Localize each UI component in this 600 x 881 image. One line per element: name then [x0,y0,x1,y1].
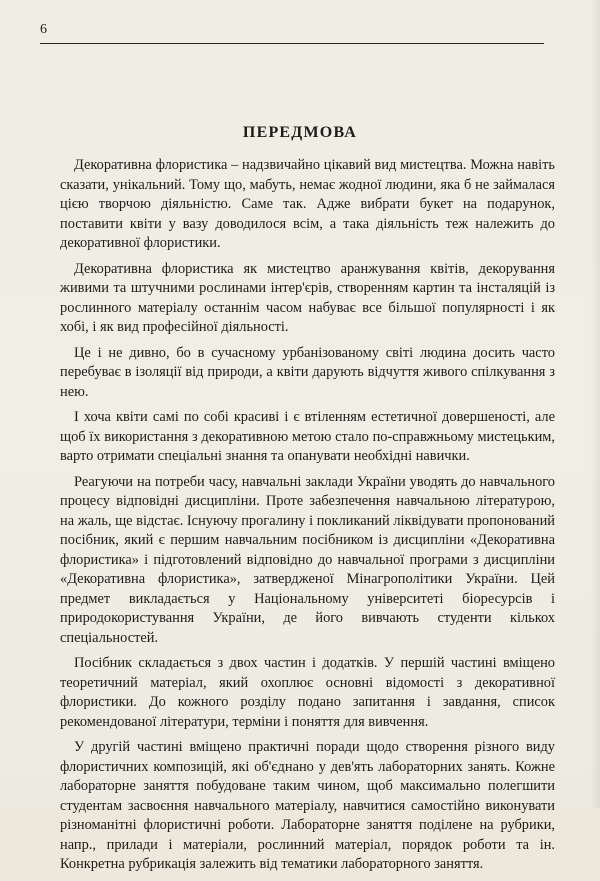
paragraph: Реагуючи на потреби часу, навчальні заклади України уводять до навчального процесу відповідні дисципліни. Проте забезпечення навчальною літературою, на жаль, ще відстає. Існуючу прогалину і покликаний ліквідувати пропонований посібник, який є першим навчальним посібником із дисципліни «Декоративна флористика» і підготовлений відповідно до навчальної програми з дисципліни «Декоративна флористика», затвердженої Мінагрополітики України. Цей предмет викладається у Національному університеті біоресурсів і природокористування України, де його вивчають студенти кількох спеціальностей. [60,473,555,646]
header-rule [40,43,544,44]
paragraph: Це і не дивно, бо в сучасному урбанізованому світі людина досить часто перебуває в ізоляції від природи, а квіти дарують відчуття живого спілкування з нею. [60,344,555,400]
page-edge-shadow [590,0,600,808]
paragraph: Декоративна флористика як мистецтво аранжування квітів, декорування живими та штучними рослинами інтер'єрів, створенням картин та інсталяцій із рослинного матеріалу останнім часом набуває все більшої популярності і як хобі, і як вид професійної діяльності. [60,260,555,335]
page-number: 6 [40,22,47,37]
paragraph: У другій частині вміщено практичні поради щодо створення різного виду флористичних композицій, які об'єднано у дев'ять лабораторних занять. Кожне лабораторне заняття побудоване таким чином, щоб максимально полегшити студентам засвоєння навчального матеріалу, навчитися самостійно виконувати різноманітні флористичні роботи. Лабораторне заняття поділене на рубрики, напр., прилади і матеріали, рослинний матеріал, порядок роботи та ін. Конкретна рубрикація залежить від тематики лабораторного заняття. [60,739,555,872]
page-title: ПЕРЕДМОВА [242,124,358,141]
body-text [60,156,555,881]
paragraph: Посібник складається з двох частин і додатків. У першій частині вміщено теоретичний матеріал, який охоплює основні відомості з декоративної флористики. До кожного розділу подано запитання і завдання, список рекомендованої літератури, терміни і поняття для вивчення. [60,655,555,730]
paragraph: Декоративна флористика – надзвичайно цікавий вид мистецтва. Можна навіть сказати, унікальний. Тому що, мабуть, немає жодної людини, яка б не займалася цією творчою діяльністю. Саме так. Адже вибрати букет на подарунок, поставити квіти у вазу доводилося всім, а така діяльність теж належить до декоративної флористики. [60,157,555,251]
paragraph: І хоча квіти самі по собі красиві і є втіленням естетичної довершеності, але щоб їх використання з декоративною метою стало по-справжньому мистецьким, варто отримати спеціальні знання та опанувати необхідні навички. [60,409,555,464]
